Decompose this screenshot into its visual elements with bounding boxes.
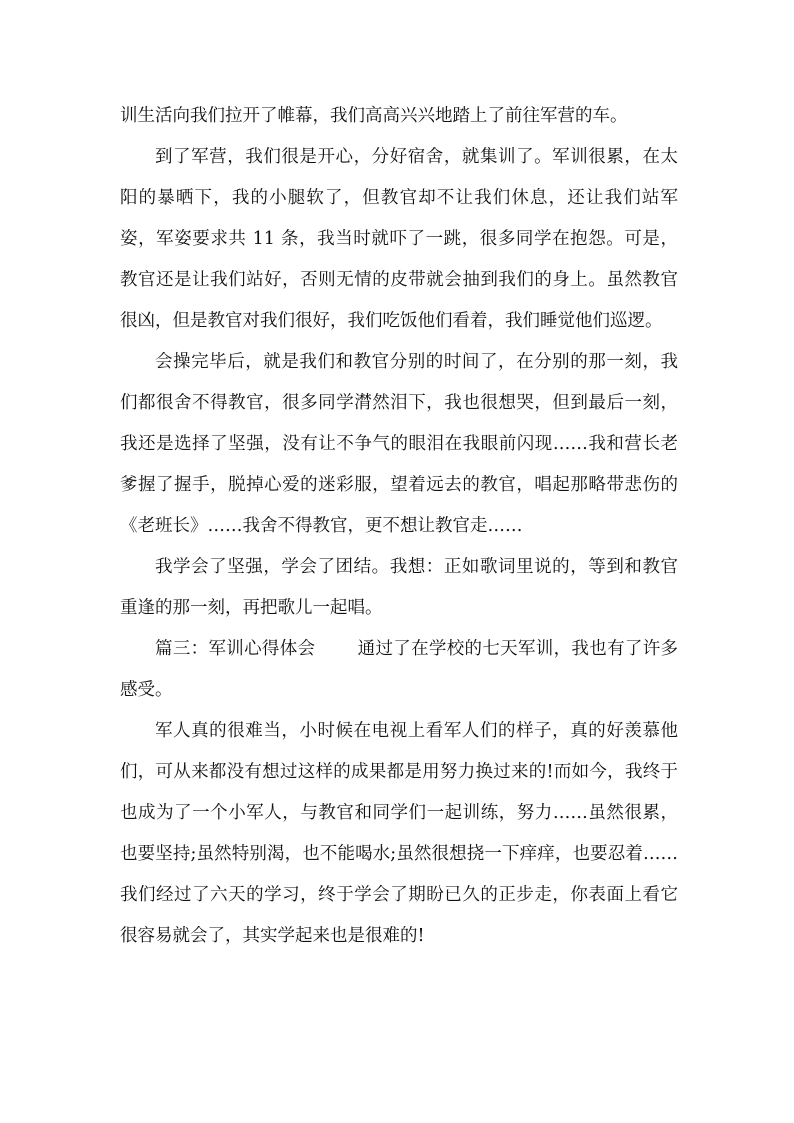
paragraph-3: 会操完毕后，就是我们和教官分别的时间了，在分别的那一刻，我们都很舍不得教官，很多同学潸然泪下，我也很想哭，但到最后一刻，我还是选择了坚强，没有让不争气的眼泪在我眼前闪现……我和营长老爹握了握手，脱掉心爱的迷彩服，望着远去的教官，唱起那略带悲伤的《老班长》……我舍不得教官，更不想让教官走…… [120, 352, 678, 536]
paragraph-5-text: 通过了在学校的七天军训，我也有了许多感受。 [120, 639, 679, 700]
paragraph-1: 训生活向我们拉开了帷幕，我们高高兴兴地踏上了前往军营的车。 [120, 106, 628, 126]
section-heading: 篇三：军训心得体会 [155, 639, 316, 659]
paragraph-2: 到了军营，我们很是开心，分好宿舍，就集训了。军训很累，在太阳的暴晒下，我的小腿软了，但教官却不让我们休息，还让我们站军姿，军姿要求共 11 条，我当时就吓了一跳，很多同学在抱怨。可是，教官还是让我们站好，否则无情的皮带就会抽到我们的身上。虽然教官很凶，但是教官对我们很好，我们吃饭他们看着，我们睡觉他们巡逻。 [120, 147, 678, 331]
paragraph-6: 军人真的很难当，小时候在电视上看军人们的样子，真的好羡慕他们，可从来都没有想过这样的成果都是用努力换过来的!而如今，我终于也成为了一个小军人，与教官和同学们一起训练，努力……虽然很累，也要坚持;虽然特别渴，也不能喝水;虽然很想挠一下痒痒，也要忍着……我们经过了六天的学习，终于学会了期盼已久的正步走，你表面上看它很容易就会了，其实学起来也是很难的! [120, 721, 678, 946]
paragraph-5 [120, 629, 678, 711]
document-body [120, 96, 678, 957]
paragraph-4: 我学会了坚强，学会了团结。我想：正如歌词里说的，等到和教官重逢的那一刻，再把歌儿一起唱。 [120, 557, 678, 618]
